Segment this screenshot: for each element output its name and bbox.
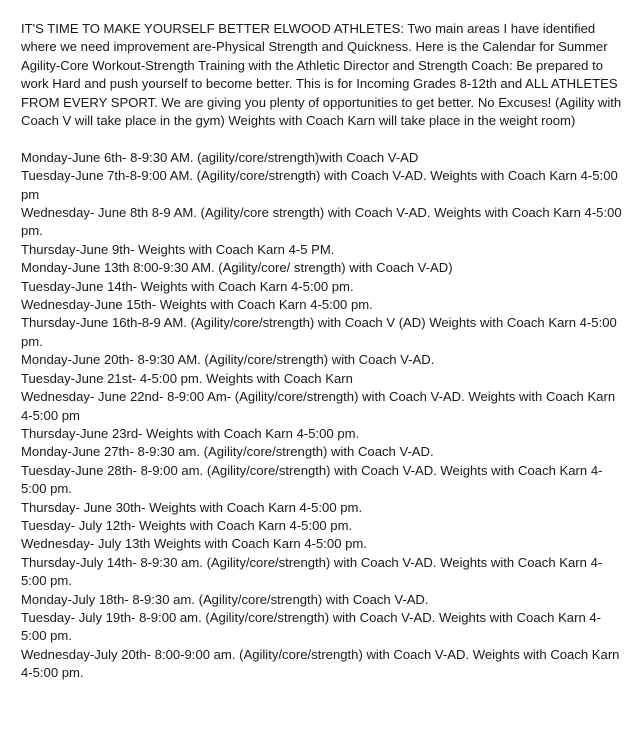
schedule-entry: Tuesday-June 7th-8-9:00 AM. (Agility/core/strength) with Coach V-AD. Weights with Coach Karn 4-5:00 pm — [21, 168, 618, 202]
schedule-entry: Monday-June 27th- 8-9:30 am. (Agility/core/strength) with Coach V-AD. — [21, 444, 434, 460]
schedule-entry: Thursday-July 14th- 8-9:30 am. (Agility/core/strength) with Coach V-AD. Weights with Coach Karn 4-5:00 pm. — [21, 554, 603, 589]
schedule-entry: Wednesday-July 20th- 8:00-9:00 am. (Agility/core/strength) with Coach V-AD. Weights with Coach Karn 4-5:00 pm. — [21, 646, 620, 681]
schedule-entry: Tuesday- July 12th- Weights with Coach Karn 4-5:00 pm. — [21, 517, 353, 533]
schedule-entry: Tuesday-June 28th- 8-9:00 am. (Agility/core/strength) with Coach V-AD. Weights with Coach Karn 4-5:00 pm. — [21, 462, 603, 497]
schedule-entry: Monday-June 6th- 8-9:30 AM. (agility/core/strength)with Coach V-AD — [21, 149, 419, 165]
schedule-entry: Monday-June 13th 8:00-9:30 AM. (Agility/core/ strength) with Coach V-AD) — [21, 260, 453, 276]
schedule-entry: Monday-June 20th- 8-9:30 AM. (Agility/core/strength) with Coach V-AD. — [21, 352, 435, 368]
schedule-entry: Wednesday- June 22nd- 8-9:00 Am- (Agility/core/strength) with Coach V-AD. Weights with Coach Karn 4-5:00 pm — [21, 389, 616, 423]
intro-paragraph: IT'S TIME TO MAKE YOURSELF BETTER ELWOOD ATHLETES: Two main areas I have identified where we need improvement are-Physical Strength and Quickness. Here is the Calendar for Summer Agility-Core Workout-Strength Training with the Athletic Director and Strength Coach: Be prepared to work Hard and push yourself to become better. This is for Incoming Grades 8-12th and ALL ATHLETES FROM EVERY SPORT. We are giving you plenty of opportunities to get better. No Excuses! (Agility with Coach V will take place in the gym) Weights with Coach Karn will take place in the weight room) — [21, 21, 622, 129]
schedule-entry: Tuesday- July 19th- 8-9:00 am. (Agility/core/strength) with Coach V-AD. Weights with Coach Karn 4-5:00 pm. — [21, 609, 602, 644]
schedule-entry: Thursday-June 9th- Weights with Coach Karn 4-5 PM. — [21, 241, 335, 257]
paragraph-spacer — [21, 130, 625, 148]
schedule-entry: Thursday-June 23rd- Weights with Coach Karn 4-5:00 pm. — [21, 425, 360, 441]
schedule-entry: Thursday- June 30th- Weights with Coach Karn 4-5:00 pm. — [21, 499, 363, 515]
schedule-entry: Tuesday-June 14th- Weights with Coach Karn 4-5:00 pm. — [21, 278, 354, 294]
schedule-entry: Monday-July 18th- 8-9:30 am. (Agility/core/strength) with Coach V-AD. — [21, 591, 429, 607]
document-body — [21, 20, 625, 683]
schedule-entry: Wednesday- June 8th 8-9 AM. (Agility/core strength) with Coach V-AD. Weights with Coach Karn 4-5:00 pm. — [21, 205, 622, 239]
schedule-entry: Thursday-June 16th-8-9 AM. (Agility/core/strength) with Coach V (AD) Weights with Coach Karn 4-5:00 pm. — [21, 315, 617, 349]
schedule-entry: Tuesday-June 21st- 4-5:00 pm. Weights with Coach Karn — [21, 370, 353, 386]
schedule-entry: Wednesday-June 15th- Weights with Coach Karn 4-5:00 pm. — [21, 297, 373, 313]
schedule-list — [21, 149, 625, 683]
schedule-entry: Wednesday- July 13th Weights with Coach Karn 4-5:00 pm. — [21, 536, 367, 552]
